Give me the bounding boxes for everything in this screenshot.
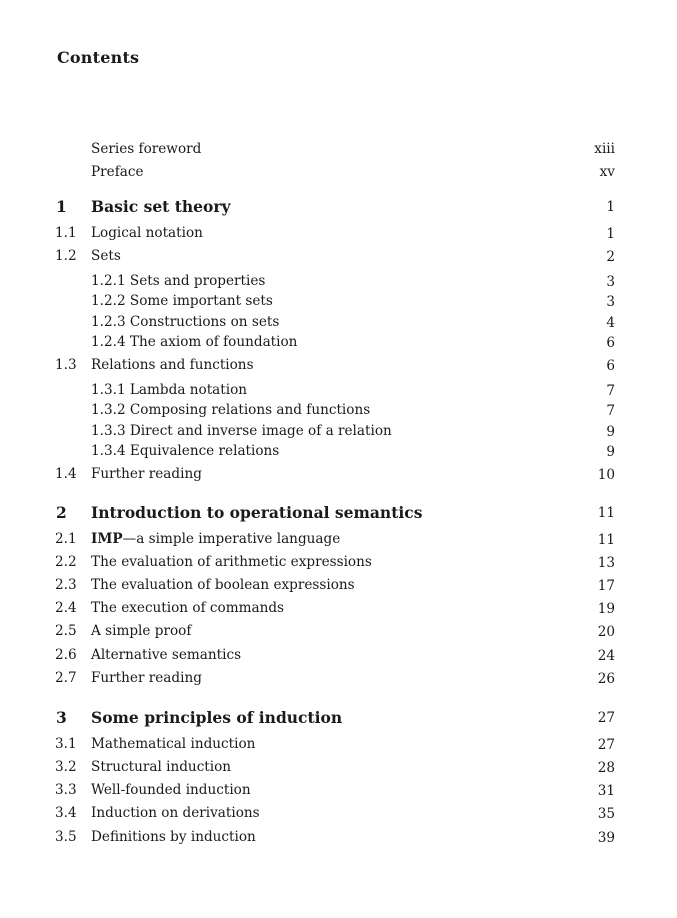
toc-section-3-3[interactable] — [0, 782, 677, 802]
toc-subsection-1-3-2[interactable] — [0, 402, 677, 422]
toc-subsection-1-2-2[interactable] — [0, 293, 677, 313]
section-number: 1.1 — [55, 225, 77, 241]
entry-label: Mathematical induction — [91, 736, 256, 752]
entry-label: The evaluation of arithmetic expressions — [91, 554, 372, 570]
entry-page: 1 — [606, 226, 615, 242]
entry-label: The execution of commands — [91, 600, 285, 616]
entry-label: Further reading — [91, 466, 202, 482]
entry-label — [91, 531, 340, 547]
entry-label: Structural induction — [91, 759, 232, 775]
entry-label: 1.2.3 Constructions on sets — [91, 314, 280, 330]
toc-section-3-5[interactable] — [0, 829, 677, 849]
entry-label: Definitions by induction — [91, 829, 256, 845]
toc-section-2-1[interactable] — [0, 531, 677, 551]
entry-label: 1.3.2 Composing relations and functions — [91, 402, 371, 418]
entry-label: Alternative semantics — [91, 647, 242, 663]
chapter-title: Some principles of induction — [91, 708, 343, 727]
section-number: 2.6 — [55, 647, 77, 663]
entry-label: Relations and functions — [91, 357, 254, 373]
entry-page: 26 — [597, 671, 615, 687]
section-number: 3.5 — [55, 829, 77, 845]
entry-label: Preface — [91, 164, 144, 180]
entry-page: 19 — [597, 601, 615, 617]
entry-page: 28 — [597, 760, 615, 776]
entry-label: A simple proof — [91, 623, 192, 639]
entry-page: 13 — [597, 555, 615, 571]
toc-entry-series-foreword[interactable] — [0, 141, 677, 161]
chapter-number: 3 — [56, 708, 67, 727]
entry-label: 1.2.1 Sets and properties — [91, 273, 266, 289]
toc-section-2-7[interactable] — [0, 670, 677, 690]
section-number: 2.2 — [55, 554, 77, 570]
entry-page: 2 — [606, 249, 615, 265]
entry-label: Further reading — [91, 670, 202, 686]
toc-subsection-1-2-4[interactable] — [0, 334, 677, 354]
entry-label: Sets — [91, 248, 121, 264]
section-number: 1.3 — [55, 357, 77, 373]
entry-page: 27 — [597, 710, 615, 726]
toc-chapter-3[interactable] — [0, 708, 677, 728]
section-number: 1.2 — [55, 248, 77, 264]
entry-page: 20 — [597, 624, 615, 640]
entry-page: 27 — [597, 737, 615, 753]
toc-entry-preface[interactable] — [0, 164, 677, 184]
toc-subsection-1-2-1[interactable] — [0, 273, 677, 293]
chapter-title: Introduction to operational semantics — [91, 503, 423, 522]
section-number: 3.3 — [55, 782, 77, 798]
page-title: Contents — [57, 48, 140, 67]
toc-section-1-2[interactable] — [0, 248, 677, 268]
toc-section-1-4[interactable] — [0, 466, 677, 486]
entry-page: 6 — [606, 335, 615, 351]
entry-page: 9 — [606, 444, 615, 460]
entry-label: Well-founded induction — [91, 782, 251, 798]
toc-section-3-4[interactable] — [0, 805, 677, 825]
entry-label: 1.2.2 Some important sets — [91, 293, 273, 309]
entry-page: 3 — [606, 294, 615, 310]
entry-label-rest: —a simple imperative language — [122, 531, 341, 547]
entry-page: 4 — [606, 315, 615, 331]
toc-subsection-1-3-4[interactable] — [0, 443, 677, 463]
entry-page: xv — [599, 164, 615, 180]
entry-page: 9 — [606, 424, 615, 440]
entry-page: 10 — [597, 467, 615, 483]
toc-section-2-3[interactable] — [0, 577, 677, 597]
toc-section-2-5[interactable] — [0, 623, 677, 643]
section-number: 2.3 — [55, 577, 77, 593]
entry-page: 1 — [606, 199, 615, 215]
section-number: 2.4 — [55, 600, 77, 616]
entry-page: xiii — [594, 141, 615, 157]
entry-page: 6 — [606, 358, 615, 374]
entry-label: 1.3.4 Equivalence relations — [91, 443, 280, 459]
toc-section-2-6[interactable] — [0, 647, 677, 667]
toc-section-3-2[interactable] — [0, 759, 677, 779]
entry-page: 7 — [606, 403, 615, 419]
section-number: 3.2 — [55, 759, 77, 775]
chapter-title: Basic set theory — [91, 197, 231, 216]
toc-section-1-1[interactable] — [0, 225, 677, 245]
toc-subsection-1-2-3[interactable] — [0, 314, 677, 334]
section-number: 2.1 — [55, 531, 77, 547]
toc-section-3-1[interactable] — [0, 736, 677, 756]
entry-label: The evaluation of boolean expressions — [91, 577, 355, 593]
section-number: 2.7 — [55, 670, 77, 686]
toc-subsection-1-3-1[interactable] — [0, 382, 677, 402]
entry-page: 7 — [606, 383, 615, 399]
entry-page: 11 — [597, 532, 615, 548]
entry-page: 11 — [597, 505, 615, 521]
entry-label: 1.3.3 Direct and inverse image of a relation — [91, 423, 392, 439]
imp-acronym: IMP — [91, 531, 123, 547]
entry-label: 1.3.1 Lambda notation — [91, 382, 248, 398]
entry-page: 24 — [597, 648, 615, 664]
toc-chapter-1[interactable] — [0, 197, 677, 217]
section-number: 1.4 — [55, 466, 77, 482]
section-number: 2.5 — [55, 623, 77, 639]
entry-label: Induction on derivations — [91, 805, 260, 821]
entry-label: Series foreword — [91, 141, 202, 157]
entry-page: 35 — [597, 806, 615, 822]
toc-section-2-2[interactable] — [0, 554, 677, 574]
section-number: 3.1 — [55, 736, 77, 752]
toc-subsection-1-3-3[interactable] — [0, 423, 677, 443]
toc-chapter-2[interactable] — [0, 503, 677, 523]
toc-section-2-4[interactable] — [0, 600, 677, 620]
entry-page: 31 — [597, 783, 615, 799]
entry-page: 3 — [606, 274, 615, 290]
section-number: 3.4 — [55, 805, 77, 821]
entry-label: 1.2.4 The axiom of foundation — [91, 334, 298, 350]
toc-section-1-3[interactable] — [0, 357, 677, 377]
entry-page: 39 — [597, 830, 615, 846]
chapter-number: 2 — [56, 503, 67, 522]
entry-label: Logical notation — [91, 225, 203, 241]
entry-page: 17 — [597, 578, 615, 594]
chapter-number: 1 — [56, 197, 67, 216]
